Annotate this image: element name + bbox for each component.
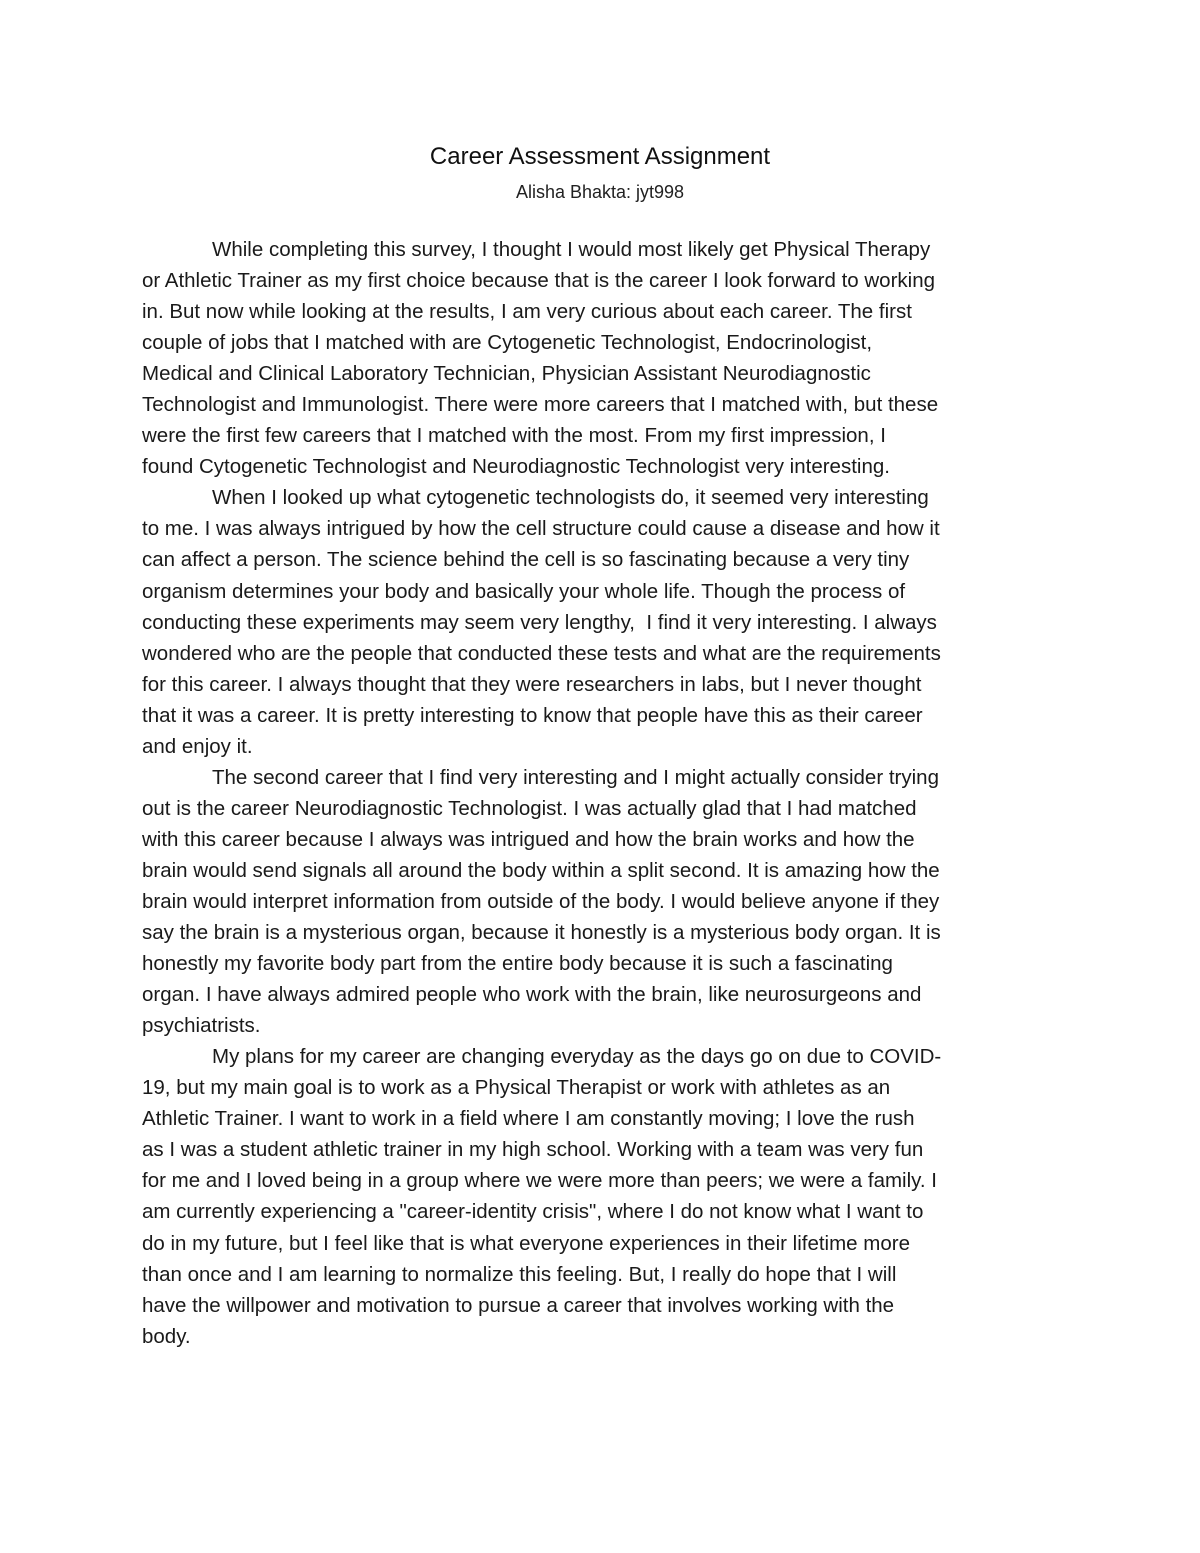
text-line: in. But now while looking at the results, I am very curious about each career. The first: [142, 300, 912, 324]
text-line: organ. I have always admired people who work with the brain, like neurosurgeons and: [142, 983, 922, 1007]
text-line: to me. I was always intrigued by how the cell structure could cause a disease and how it: [142, 517, 940, 541]
text-line: wondered who are the people that conducted these tests and what are the requirements: [142, 641, 941, 665]
author-line: Alisha Bhakta: jyt998: [515, 182, 685, 202]
text-line: The second career that I find very interesting and I might actually consider trying: [212, 765, 939, 789]
text-line: found Cytogenetic Technologist and Neurodiagnostic Technologist very interesting.: [142, 455, 890, 479]
text-line: couple of jobs that I matched with are Cytogenetic Technologist, Endocrinologist,: [142, 331, 873, 355]
text-line: or Athletic Trainer as my first choice because that is the career I look forward to working: [142, 269, 936, 293]
text-line: brain would send signals all around the body within a split second. It is amazing how the: [142, 858, 940, 882]
text-line: for me and I loved being in a group where we were more than peers; we were a family. I: [142, 1169, 937, 1193]
text-line: and enjoy it.: [142, 734, 253, 758]
text-line: Medical and Clinical Laboratory Technician, Physician Assistant Neurodiagnostic: [142, 362, 871, 386]
text-line: say the brain is a mysterious organ, because it honestly is a mysterious body organ. It is: [142, 921, 941, 945]
text-line: organism determines your body and basically your whole life. Though the process of: [142, 579, 906, 603]
text-line: with this career because I always was intrigued and how the brain works and how the: [142, 827, 915, 851]
text-line: that it was a career. It is pretty interesting to know that people have this as their career: [142, 703, 923, 727]
text-line: do in my future, but I feel like that is what everyone experiences in their lifetime more: [142, 1231, 910, 1255]
text-line: have the willpower and motivation to pursue a career that involves working with the: [142, 1293, 895, 1317]
text-line: as I was a student athletic trainer in my high school. Working with a team was very fun: [142, 1138, 924, 1162]
text-line: 19, but my main goal is to work as a Physical Therapist or work with athletes as an: [142, 1076, 891, 1100]
text-line: for this career. I always thought that they were researchers in labs, but I never thought: [142, 672, 922, 696]
text-line: brain would interpret information from outside of the body. I would believe anyone if they: [142, 889, 940, 913]
text-line: body.: [142, 1324, 191, 1348]
text-line: My plans for my career are changing everyday as the days go on due to COVID-: [212, 1045, 942, 1069]
text-line: out is the career Neurodiagnostic Technologist. I was actually glad that I had matched: [142, 796, 917, 820]
text-line: can affect a person. The science behind the cell is so fascinating because a very tiny: [142, 548, 910, 572]
text-line: conducting these experiments may seem very lengthy, I find it very interesting. I always: [142, 610, 937, 634]
text-line: While completing this survey, I thought I would most likely get Physical Therapy: [212, 238, 931, 261]
text-line: honestly my favorite body part from the entire body because it is such a fascinating: [142, 952, 893, 976]
text-line: am currently experiencing a "career-identity crisis", where I do not know what I want to: [142, 1200, 924, 1224]
text-line: When I looked up what cytogenetic technologists do, it seemed very interesting: [212, 486, 929, 510]
text-line: were the first few careers that I matched with the most. From my first impression, I: [142, 424, 886, 448]
text-line: Athletic Trainer. I want to work in a field where I am constantly moving; I love the rush: [142, 1107, 915, 1131]
document-body: [142, 234, 1082, 1352]
text-line: than once and I am learning to normalize this feeling. But, I really do hope that I will: [142, 1262, 897, 1286]
text-line: psychiatrists.: [142, 1014, 261, 1038]
document-title: Career Assessment Assignment: [429, 143, 771, 170]
text-line: Technologist and Immunologist. There were more careers that I matched with, but these: [142, 393, 939, 417]
